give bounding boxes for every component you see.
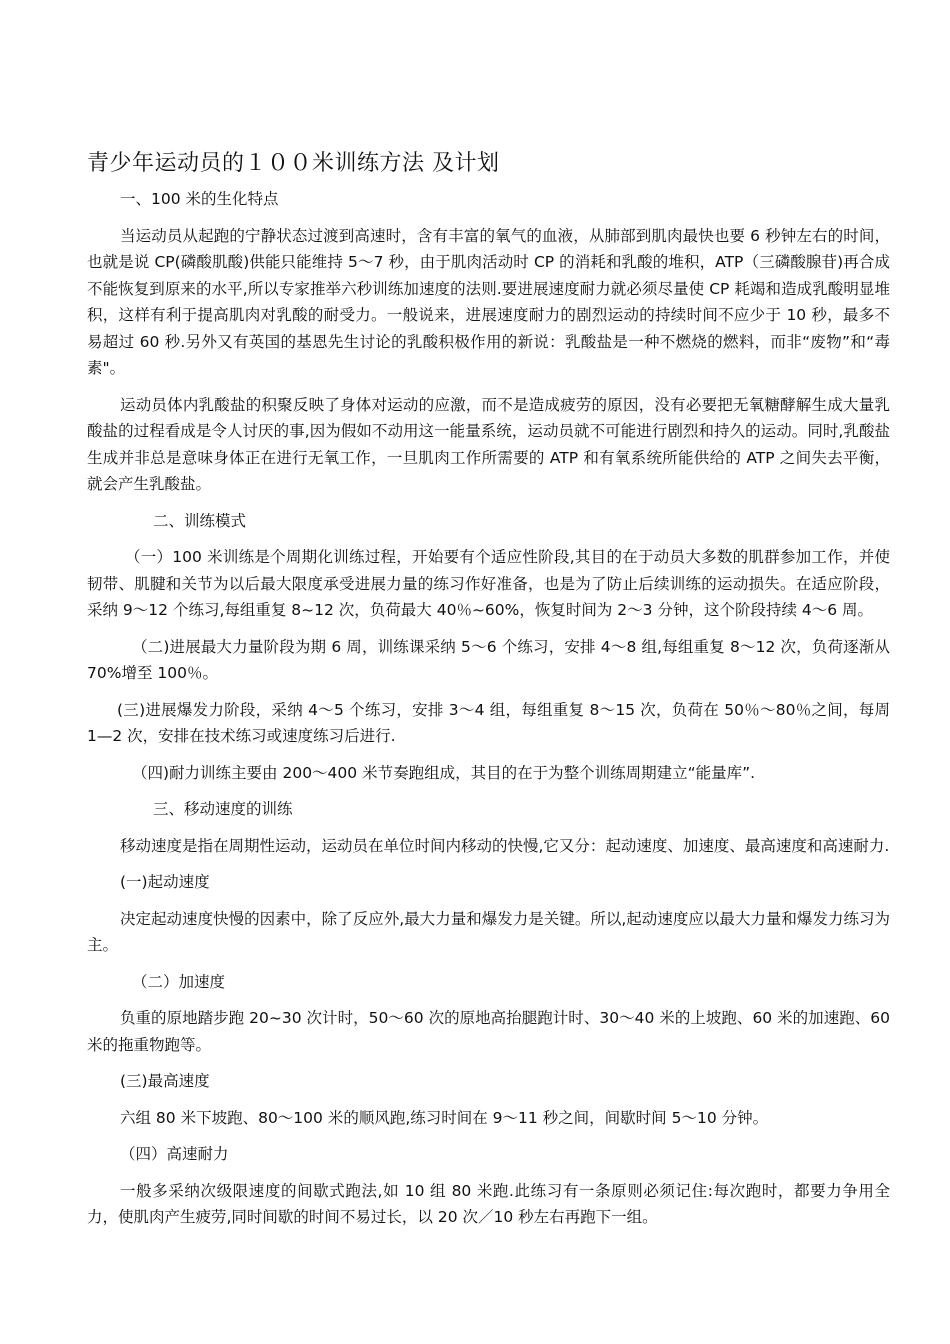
subsection-heading: (一)起动速度	[120, 873, 210, 891]
paragraph: （二)进展最大力量阶段为期 6 周，训练课采纳 5～6 个练习，安排 4～8 组,每组重复 8～12 次，负荷逐渐从 70%增至 100％。	[87, 637, 890, 682]
subsection-heading: (三)最高速度	[120, 1072, 210, 1090]
paragraph: 六组 80 米下坡跑、80～100 米的顺风跑,练习时间在 9～11 秒之间，间歇时间 5～10 分钟。	[120, 1108, 769, 1127]
paragraph: 决定起动速度快慢的因素中，除了反应外,最大力量和爆发力是关键。所以,起动速度应以最大力量和爆发力练习为主。	[87, 909, 890, 954]
subsection-heading: （四）高速耐力	[120, 1145, 229, 1163]
section-heading-3: 三、移动速度的训练	[153, 800, 293, 818]
paragraph: 运动员体内乳酸盐的积聚反映了身体对运动的应激，而不是造成疲劳的原因，没有必要把无氧糖酵解生成大量乳酸盐的过程看成是令人讨厌的事,因为假如不动用这一能量系统，运动员就不可能进行剧烈和持久的运动。同时,乳酸盐生成并非总是意味身体正在进行无氧工作，一旦肌肉工作所需要的 ATP 和有氧系统所能供给的 ATP 之间失去平衡，就会产生乳酸盐。	[87, 395, 890, 493]
paragraph: (三)进展爆发力阶段，采纳 4～5 个练习，安排 3～4 组，每组重复 8～15 次，负荷在 50％～80％之间，每周 1—2 次，安排在技术练习或速度练习后进行.	[87, 700, 890, 745]
paragraph: （四)耐力训练主要由 200～400 米节奏跑组成，其目的在于为整个训练周期建立“能量库”.	[132, 763, 756, 782]
section-heading-2: 二、训练模式	[153, 511, 247, 530]
paragraph: （一）100 米训练是个周期化训练过程，开始要有个适应性阶段,其目的在于动员大多数的肌群参加工作，并使韧带、肌腱和关节为以后最大限度承受进展力量的练习作好准备，也是为了防止后续训练的运动损失。在适应阶段，采纳 9～12 个练习,每组重复 8~12 次，负荷最大 40％~60%，恢复时间为 2～3 分钟，这个阶段持续 4～6 周。	[87, 548, 890, 619]
paragraph: 负重的原地踏步跑 20~30 次计时，50～60 次的原地高抬腿跑计时、30～40 米的上坡跑、60 米的加速跑、60 米的拖重物跑等。	[87, 1009, 890, 1054]
paragraph: 一般多采纳次级限速度的间歇式跑法,如 10 组 80 米跑.此练习有一条原则必须记住:每次跑时，都要力争用全力，使肌肉产生疲劳,同时间歇的时间不易过长，以 20 次／10 秒左右再跑下一组。	[87, 1181, 890, 1226]
document-body	[87, 186, 890, 1241]
document-title: 青少年运动员的１００米训练方法 及计划	[87, 151, 500, 176]
section-heading-1: 一、100 米的生化特点	[120, 190, 279, 208]
subsection-heading: （二）加速度	[132, 972, 226, 991]
paragraph: 当运动员从起跑的宁静状态过渡到高速时，含有丰富的氧气的血液，从肺部到肌肉最快也要 6 秒钟左右的时间，也就是说 CP(磷酸肌酸)供能只能维持 5～7 秒，由于肌肉活动时 CP 的消耗和乳酸的堆积，ATP（三磷酸腺苷)再合成不能恢复到原来的水平,所以专家推举六秒训练加速度的法则.要进展速度耐力就必须尽量使 CP 耗竭和造成乳酸明显堆积，这样有利于提高肌肉对乳酸的耐受力。一般说来，进展速度耐力的剧烈运动的持续时间不应少于 10 秒，最多不易超过 60 秒.另外又有英国的基恩先生讨论的乳酸积极作用的新说：乳酸盐是一种不燃烧的燃料，而非“废物”和“毒素"。	[87, 226, 890, 377]
paragraph: 移动速度是指在周期性运动，运动员在单位时间内移动的快慢,它又分：起动速度、加速度、最高速度和高速耐力.	[120, 836, 890, 855]
